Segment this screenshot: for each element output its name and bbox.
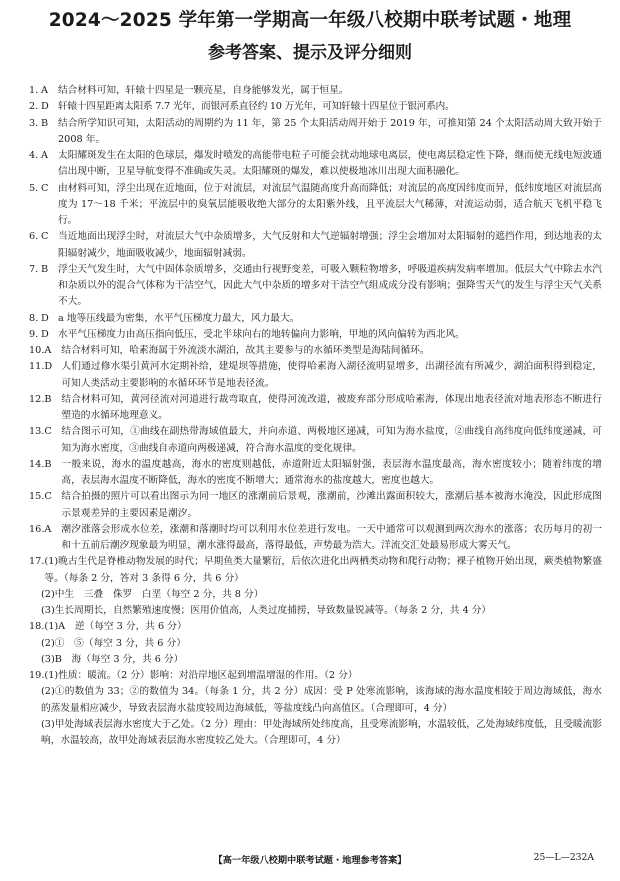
answer-explanation: 一般来说，海水的温度越高，海水的密度则越低，赤道附近太阳辐射强，表层海水温度最高，海水密度较小；随着纬度的增高，表层海水温度不断降低，海水的密度不断增大；通常海水的盐度越大，密度也越大。 [61,458,602,486]
answer-item-8 [29,311,602,327]
answer-explanation: 结合材料可知，哈素海属于外流淡水湖泊，故其主要参与的水循环类型是海陆间循环。 [61,345,430,356]
answer-choice: A [41,85,48,96]
answer-explanation: 当近地面出现浮尘时，对流层大气中杂质增多，大气反射和大气逆辐射增强；浮尘会增加对太阳辐射的遮挡作用，到达地表的太阳辐射减少，地面吸收减少，地面辐射减弱。 [58,231,602,259]
footer-code: 25—L—232A [533,852,594,863]
answer-choice: C [41,182,49,194]
question-number: 3. [29,117,39,129]
question-number: 12. [29,393,45,405]
answer-choice: C [44,491,52,503]
question-number: 6. [29,231,39,243]
question-number: 5. [29,182,39,194]
answer-part-2: (2)① ⑤（每空 3 分，共 6 分） [41,637,186,649]
answer-item-16 [29,522,602,555]
document-subtitle: 参考答案、提示及评分细则 [208,43,412,63]
question-number: 16. [29,523,45,535]
answer-item-6 [29,229,602,262]
answer-item-15 [29,489,602,522]
answer-part-2: (2)中生 三叠 侏罗 白垩（每空 2 分，共 8 分） [41,588,264,600]
answer-part-1: (1)晚古生代是脊椎动物发展的时代；早期鱼类大量繁衍，后依次进化出两栖类动物和爬行动物；裸子植物开始出现，蕨类植物繁盛等。（每条 2 分，答对 3 条得 6 分，共 6 分） [44,556,602,584]
answer-choice: A [44,345,52,356]
answer-item-12 [29,392,602,425]
question-number: 13. [29,426,45,438]
answer-item-19 [29,668,602,684]
answer-item-1 [29,83,602,99]
answer-explanation: a 地等压线最为密集，水平气压梯度力最大，风力最大。 [58,312,300,324]
answer-explanation: 结合材料可知，轩辕十四星是一颗亮星，自身能够发光，属于恒星。 [58,85,349,96]
question-number: 17. [29,556,45,568]
answer-choice: C [44,426,52,438]
question-number: 11. [29,361,45,373]
answer-choice: D [41,101,49,113]
answer-choice: D [41,312,49,324]
question-number: 19. [29,670,45,681]
answer-choice: B [44,393,52,405]
question-number: 8. [29,312,39,324]
answer-part-2: (2)①的数值为 33；②的数值为 34。（每条 1 分，共 2 分）成因：受 P 处寒流影响，该海域的海水温度相较于周边海域低，海水的蒸发量相应减少，导致表层海水盐度较周边海域低，等盐度线凸向高值区。（合理即可，4 分） [41,686,602,714]
answer-item-18 [29,619,602,635]
question-number: 14. [29,458,45,470]
answer-item-7 [29,262,602,311]
page-footer [0,852,620,866]
answer-list [29,83,602,749]
question-number: 2. [29,101,39,113]
question-number: 10. [29,345,45,356]
answer-choice: B [44,458,52,470]
answer-explanation: 轩辕十四星距离太阳系 7.7 光年，而银河系直径约 10 万光年，可知轩辕十四星位于银河系内。 [58,101,455,113]
answer-choice: A [44,523,52,535]
answer-explanation: 潮汐涨落会形成水位差，涨潮和落潮时均可以利用水位差进行发电。一天中通常可以观测到两次海水的涨落；农历每月的初一和十五前后潮汐现象最为明显，潮水涨得最高，落得最低，声势最为浩大。洋流交汇处最易形成大雾天气。 [61,523,602,551]
question-number: 9. [29,328,39,340]
question-number: 18. [29,621,45,633]
answer-explanation: 人们通过修水渠引黄河水定期补给，建堤坝等措施，使得哈素海入湖径流明显增多，出湖径流有所减少，湖泊面积得到稳定，可知人类活动主要影响的水循环环节是地表径流。 [61,361,602,389]
answer-part-3: (3)生长周期长，自然繁殖速度慢；医用价值高，人类过度捕捞，导致数量锐减等。（每条 2 分，共 4 分） [41,605,492,616]
answer-part-3: (3)B 海（每空 3 分，共 6 分） [41,653,184,665]
answer-item-9 [29,327,602,343]
answer-item-3 [29,116,602,149]
answer-item-14 [29,457,602,490]
answer-item-4 [29,148,602,181]
answer-choice: C [41,231,49,243]
answer-explanation: 结合图示可知，①曲线在副热带海域值最大，并向赤道、两极地区递减，可知为海水盐度，②曲线自高纬度向低纬度递减，可知为海水密度，③曲线自赤道向两极递减，符合海水温度的变化规律。 [61,426,602,454]
answer-part-1: (1)A 逆（每空 3 分，共 6 分） [44,621,187,633]
question-number: 15. [29,491,45,503]
answer-item-11 [29,359,602,392]
answer-choice: D [44,361,53,373]
answer-item-17 [29,554,602,587]
answer-item-13 [29,424,602,457]
answer-part-3: (3)甲处海域表层海水密度大于乙处。（2 分）理由：甲处海域所处纬度高，且受寒流影响，水温较低，乙处海域纬度低，且受暖流影响，水温较高，故甲处海域表层海水密度较乙处大。（合理即可，4 分） [41,718,602,746]
answer-choice: D [41,328,49,340]
question-number: 7. [29,263,39,275]
answer-item-2 [29,99,602,115]
question-number: 4. [29,150,39,161]
answer-item-5 [29,181,602,230]
document-title: 2024～2025 学年第一学期高一年级八校期中联考试题・地理 [48,10,572,31]
answer-choice: A [41,150,48,161]
answer-part-1: (1)性质：暖流。（2 分）影响：对沿岸地区起到增温增湿的作用。（2 分） [44,670,358,681]
answer-choice: B [41,117,49,129]
footer-title: 【高一年级八校期中联考试题・地理参考答案】 [213,855,407,866]
answer-explanation: 浮尘天气发生时，大气中固体杂质增多，交通由行视野变差，可吸入颗粒物增多，呼吸道疾病发病率增加。低层大气中除去水汽和杂质以外的混合气体称为干洁空气，因此大气中杂质的增多对干洁空气组成成分没有影响；强降雪天气的发生与浮尘天气关系不大。 [58,263,602,308]
answer-explanation: 太阳耀斑发生在太阳的色球层，爆发时喷发的高能带电粒子可能会扰动地球电离层，使电离层稳定性下降，继而使无线电短波通信出现中断，卫星导航变得不准确或失灵。太阳耀斑的爆发，难以使极地冰川出现大面积融化。 [58,150,602,178]
answer-item-10 [29,343,602,359]
answer-explanation: 结合所学知识可知，太阳活动的周期约为 11 年，第 25 个太阳活动周开始于 2019 年，可推知第 24 个太阳活动周大致开始于 2008 年。 [58,117,602,145]
answer-explanation: 由材料可知，浮尘出现在近地面，位于对流层，对流层气温随高度升高而降低；对流层的高度因纬度而异，低纬度地区对流层高度为 17～18 千米；平流层中的臭氧层能吸收绝大部分的太阳紫外线，且平流层大气稀薄，对流运动弱，适合航天飞机平稳飞行。 [58,182,602,226]
answer-explanation: 结合材料可知，黄河径流对河道进行裁弯取直，使得河流改道，被废弃部分形成哈素海，体现出地表径流对地表形态不断进行塑造的水循环地理意义。 [61,393,602,421]
answer-explanation: 结合拍摄的照片可以看出图示为同一地区的涨潮前后景观，涨潮前，沙滩出露面积较大，涨潮后基本被海水淹没，因此形成图示景观差异的主要因素是潮汐。 [61,491,602,519]
answer-explanation: 水平气压梯度力由高压指向低压，受北半球向右的地转偏向力影响，甲地的风向偏转为西北风。 [58,328,465,340]
question-number: 1. [29,85,39,96]
answer-choice: B [41,263,49,275]
